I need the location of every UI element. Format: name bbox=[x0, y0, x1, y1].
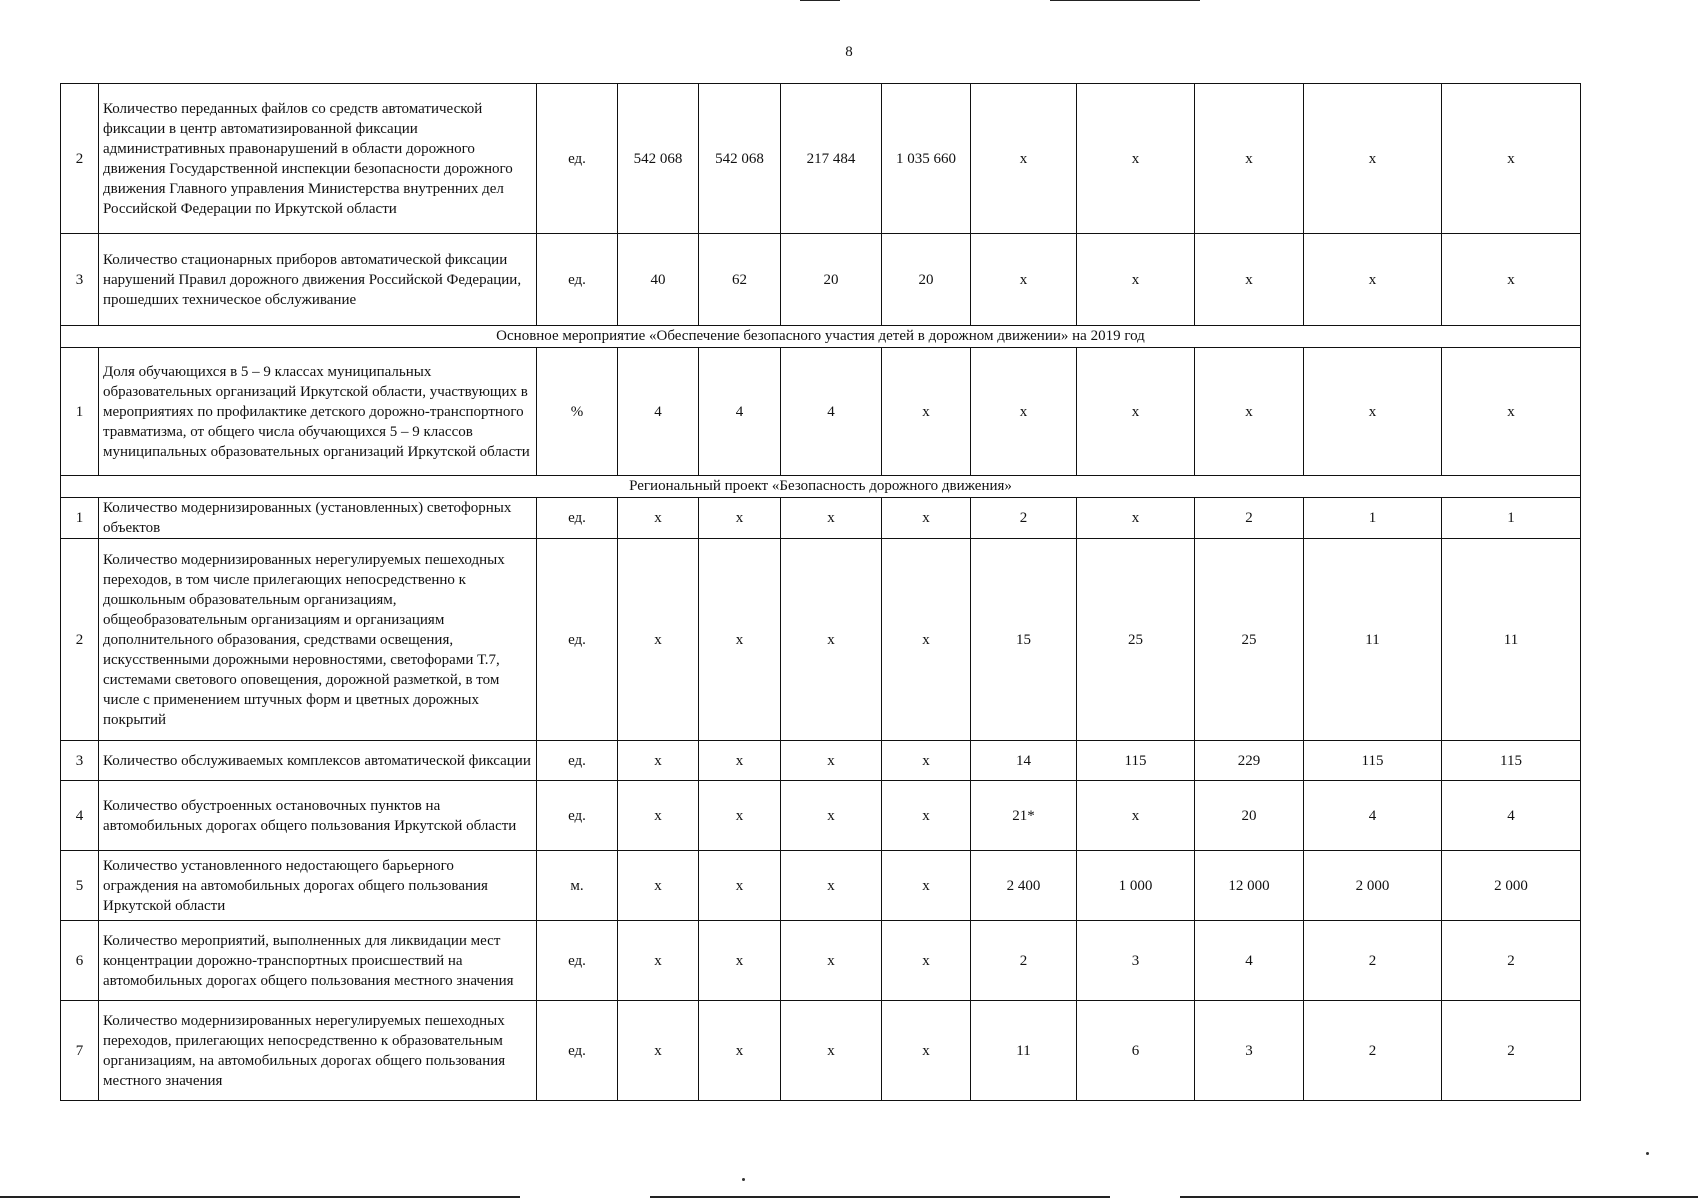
value-cell: 20 bbox=[781, 234, 882, 326]
indicator-name: Количество обустроенных остановочных пунктов на автомобильных дорогах общего пользования Иркутской области bbox=[99, 781, 537, 851]
value-cell: 2 000 bbox=[1442, 851, 1581, 921]
scan-speck bbox=[1646, 1152, 1649, 1155]
table-row bbox=[61, 348, 1581, 476]
value-cell: 4 bbox=[618, 348, 699, 476]
value-cell: x bbox=[699, 741, 781, 781]
value-cell: 2 bbox=[1442, 921, 1581, 1001]
scan-edge-line bbox=[650, 1196, 1110, 1198]
value-cell: 1 000 bbox=[1077, 851, 1195, 921]
value-cell: x bbox=[781, 851, 882, 921]
value-cell: x bbox=[699, 498, 781, 539]
value-cell: 21* bbox=[971, 781, 1077, 851]
scan-edge-line bbox=[1180, 1196, 1698, 1198]
value-cell: x bbox=[781, 741, 882, 781]
indicator-name: Количество мероприятий, выполненных для ликвидации мест концентрации дорожно-транспортных происшествий на автомобильных дорогах общего пользования местного значения bbox=[99, 921, 537, 1001]
row-number: 6 bbox=[61, 921, 99, 1001]
table-row bbox=[61, 498, 1581, 539]
value-cell: x bbox=[618, 781, 699, 851]
value-cell: x bbox=[882, 921, 971, 1001]
value-cell: x bbox=[1195, 234, 1304, 326]
scan-edge-line bbox=[800, 0, 840, 1]
value-cell: x bbox=[781, 921, 882, 1001]
value-cell: x bbox=[1077, 84, 1195, 234]
value-cell: 11 bbox=[1442, 539, 1581, 741]
row-number: 5 bbox=[61, 851, 99, 921]
indicator-name: Количество модернизированных нерегулируемых пешеходных переходов, прилегающих непосредственно к образовательным организациям, на автомобильных дорогах общего пользования местного значения bbox=[99, 1001, 537, 1101]
indicators-table bbox=[60, 83, 1581, 1101]
value-cell: x bbox=[882, 851, 971, 921]
value-cell: 1 035 660 bbox=[882, 84, 971, 234]
unit-cell: ед. bbox=[537, 781, 618, 851]
unit-cell: ед. bbox=[537, 921, 618, 1001]
section-header-row bbox=[61, 476, 1581, 498]
value-cell: x bbox=[699, 539, 781, 741]
table-row bbox=[61, 781, 1581, 851]
value-cell: x bbox=[1077, 781, 1195, 851]
value-cell: x bbox=[699, 1001, 781, 1101]
value-cell: 2 bbox=[971, 921, 1077, 1001]
value-cell: x bbox=[882, 1001, 971, 1101]
row-number: 1 bbox=[61, 348, 99, 476]
unit-cell: ед. bbox=[537, 234, 618, 326]
value-cell: 2 bbox=[1304, 921, 1442, 1001]
value-cell: x bbox=[1304, 348, 1442, 476]
value-cell: 40 bbox=[618, 234, 699, 326]
value-cell: 217 484 bbox=[781, 84, 882, 234]
value-cell: 115 bbox=[1077, 741, 1195, 781]
section-header-row bbox=[61, 326, 1581, 348]
value-cell: x bbox=[781, 1001, 882, 1101]
indicator-name: Количество модернизированных нерегулируемых пешеходных переходов, в том числе прилегающих непосредственно к дошкольным образовательным организациям, общеобразовательным организациям и организациям дополнительного образования, средствами освещения, искусственными дорожными неровностями, светофорами Т.7, системами светового оповещения, дорожной разметкой, в том числе с применением штучных форм и цветных дорожных покрытий bbox=[99, 539, 537, 741]
value-cell: x bbox=[1077, 234, 1195, 326]
value-cell: 115 bbox=[1304, 741, 1442, 781]
value-cell: 11 bbox=[971, 1001, 1077, 1101]
value-cell: 1 bbox=[1304, 498, 1442, 539]
value-cell: 4 bbox=[781, 348, 882, 476]
value-cell: x bbox=[1442, 348, 1581, 476]
value-cell: 542 068 bbox=[699, 84, 781, 234]
value-cell: 25 bbox=[1195, 539, 1304, 741]
unit-cell: ед. bbox=[537, 84, 618, 234]
table-row bbox=[61, 921, 1581, 1001]
unit-cell: ед. bbox=[537, 539, 618, 741]
value-cell: x bbox=[882, 781, 971, 851]
indicator-name: Количество обслуживаемых комплексов автоматической фиксации bbox=[99, 741, 537, 781]
value-cell: x bbox=[699, 781, 781, 851]
indicator-name: Количество установленного недостающего барьерного ограждения на автомобильных дорогах общего пользования Иркутской области bbox=[99, 851, 537, 921]
value-cell: x bbox=[1195, 348, 1304, 476]
value-cell: x bbox=[882, 741, 971, 781]
value-cell: x bbox=[781, 498, 882, 539]
value-cell: x bbox=[1304, 84, 1442, 234]
table-row bbox=[61, 741, 1581, 781]
value-cell: x bbox=[618, 851, 699, 921]
value-cell: 4 bbox=[1195, 921, 1304, 1001]
value-cell: 2 bbox=[1304, 1001, 1442, 1101]
value-cell: x bbox=[1195, 84, 1304, 234]
indicator-name: Количество стационарных приборов автоматической фиксации нарушений Правил дорожного движения Российской Федерации, прошедших техническое обслуживание bbox=[99, 234, 537, 326]
row-number: 1 bbox=[61, 498, 99, 539]
value-cell: 115 bbox=[1442, 741, 1581, 781]
row-number: 4 bbox=[61, 781, 99, 851]
value-cell: 6 bbox=[1077, 1001, 1195, 1101]
value-cell: 15 bbox=[971, 539, 1077, 741]
scan-edge-line bbox=[0, 1196, 520, 1198]
value-cell: x bbox=[971, 348, 1077, 476]
value-cell: 542 068 bbox=[618, 84, 699, 234]
value-cell: 12 000 bbox=[1195, 851, 1304, 921]
value-cell: x bbox=[699, 851, 781, 921]
page-number: 8 bbox=[845, 44, 853, 60]
value-cell: x bbox=[618, 921, 699, 1001]
row-number: 7 bbox=[61, 1001, 99, 1101]
value-cell: x bbox=[618, 741, 699, 781]
value-cell: x bbox=[971, 234, 1077, 326]
value-cell: 20 bbox=[1195, 781, 1304, 851]
value-cell: 20 bbox=[882, 234, 971, 326]
row-number: 3 bbox=[61, 741, 99, 781]
value-cell: x bbox=[618, 539, 699, 741]
table-row bbox=[61, 539, 1581, 741]
value-cell: x bbox=[1442, 84, 1581, 234]
section-title: Основное мероприятие «Обеспечение безопасного участия детей в дорожном движении» на 2019 год bbox=[61, 326, 1581, 348]
unit-cell: ед. bbox=[537, 498, 618, 539]
indicator-name: Количество переданных файлов со средств автоматической фиксации в центр автоматизированной фиксации административных правонарушений в области дорожного движения Государственной инспекции безопасности дорожного движения Главного управления Министерства внутренних дел Российской Федерации по Иркутской области bbox=[99, 84, 537, 234]
value-cell: 11 bbox=[1304, 539, 1442, 741]
value-cell: x bbox=[1077, 348, 1195, 476]
value-cell: 14 bbox=[971, 741, 1077, 781]
value-cell: x bbox=[1077, 498, 1195, 539]
value-cell: 62 bbox=[699, 234, 781, 326]
value-cell: 25 bbox=[1077, 539, 1195, 741]
value-cell: 4 bbox=[1442, 781, 1581, 851]
value-cell: 4 bbox=[1304, 781, 1442, 851]
unit-cell: % bbox=[537, 348, 618, 476]
row-number: 2 bbox=[61, 539, 99, 741]
value-cell: x bbox=[1442, 234, 1581, 326]
row-number: 2 bbox=[61, 84, 99, 234]
value-cell: 4 bbox=[699, 348, 781, 476]
value-cell: x bbox=[618, 498, 699, 539]
value-cell: 2 400 bbox=[971, 851, 1077, 921]
scan-edge-line bbox=[1050, 0, 1200, 1]
value-cell: x bbox=[882, 348, 971, 476]
value-cell: 2 bbox=[971, 498, 1077, 539]
indicator-name: Доля обучающихся в 5 – 9 классах муниципальных образовательных организаций Иркутской области, участвующих в мероприятиях по профилактике детского дорожно-транспортного травматизма, от общего числа обучающихся 5 – 9 классов муниципальных образовательных организаций Иркутской области bbox=[99, 348, 537, 476]
unit-cell: ед. bbox=[537, 741, 618, 781]
scan-speck bbox=[742, 1178, 745, 1181]
value-cell: x bbox=[781, 539, 882, 741]
value-cell: x bbox=[1304, 234, 1442, 326]
value-cell: x bbox=[699, 921, 781, 1001]
table-row bbox=[61, 851, 1581, 921]
value-cell: 3 bbox=[1195, 1001, 1304, 1101]
value-cell: 2 bbox=[1442, 1001, 1581, 1101]
value-cell: 229 bbox=[1195, 741, 1304, 781]
table-row bbox=[61, 84, 1581, 234]
value-cell: 2 bbox=[1195, 498, 1304, 539]
section-title: Региональный проект «Безопасность дорожного движения» bbox=[61, 476, 1581, 498]
value-cell: 2 000 bbox=[1304, 851, 1442, 921]
indicator-name: Количество модернизированных (установленных) светофорных объектов bbox=[99, 498, 537, 539]
unit-cell: ед. bbox=[537, 1001, 618, 1101]
table-row bbox=[61, 1001, 1581, 1101]
value-cell: x bbox=[882, 539, 971, 741]
row-number: 3 bbox=[61, 234, 99, 326]
value-cell: x bbox=[781, 781, 882, 851]
value-cell: x bbox=[618, 1001, 699, 1101]
value-cell: 3 bbox=[1077, 921, 1195, 1001]
value-cell: x bbox=[971, 84, 1077, 234]
value-cell: 1 bbox=[1442, 498, 1581, 539]
value-cell: x bbox=[882, 498, 971, 539]
table-row bbox=[61, 234, 1581, 326]
unit-cell: м. bbox=[537, 851, 618, 921]
